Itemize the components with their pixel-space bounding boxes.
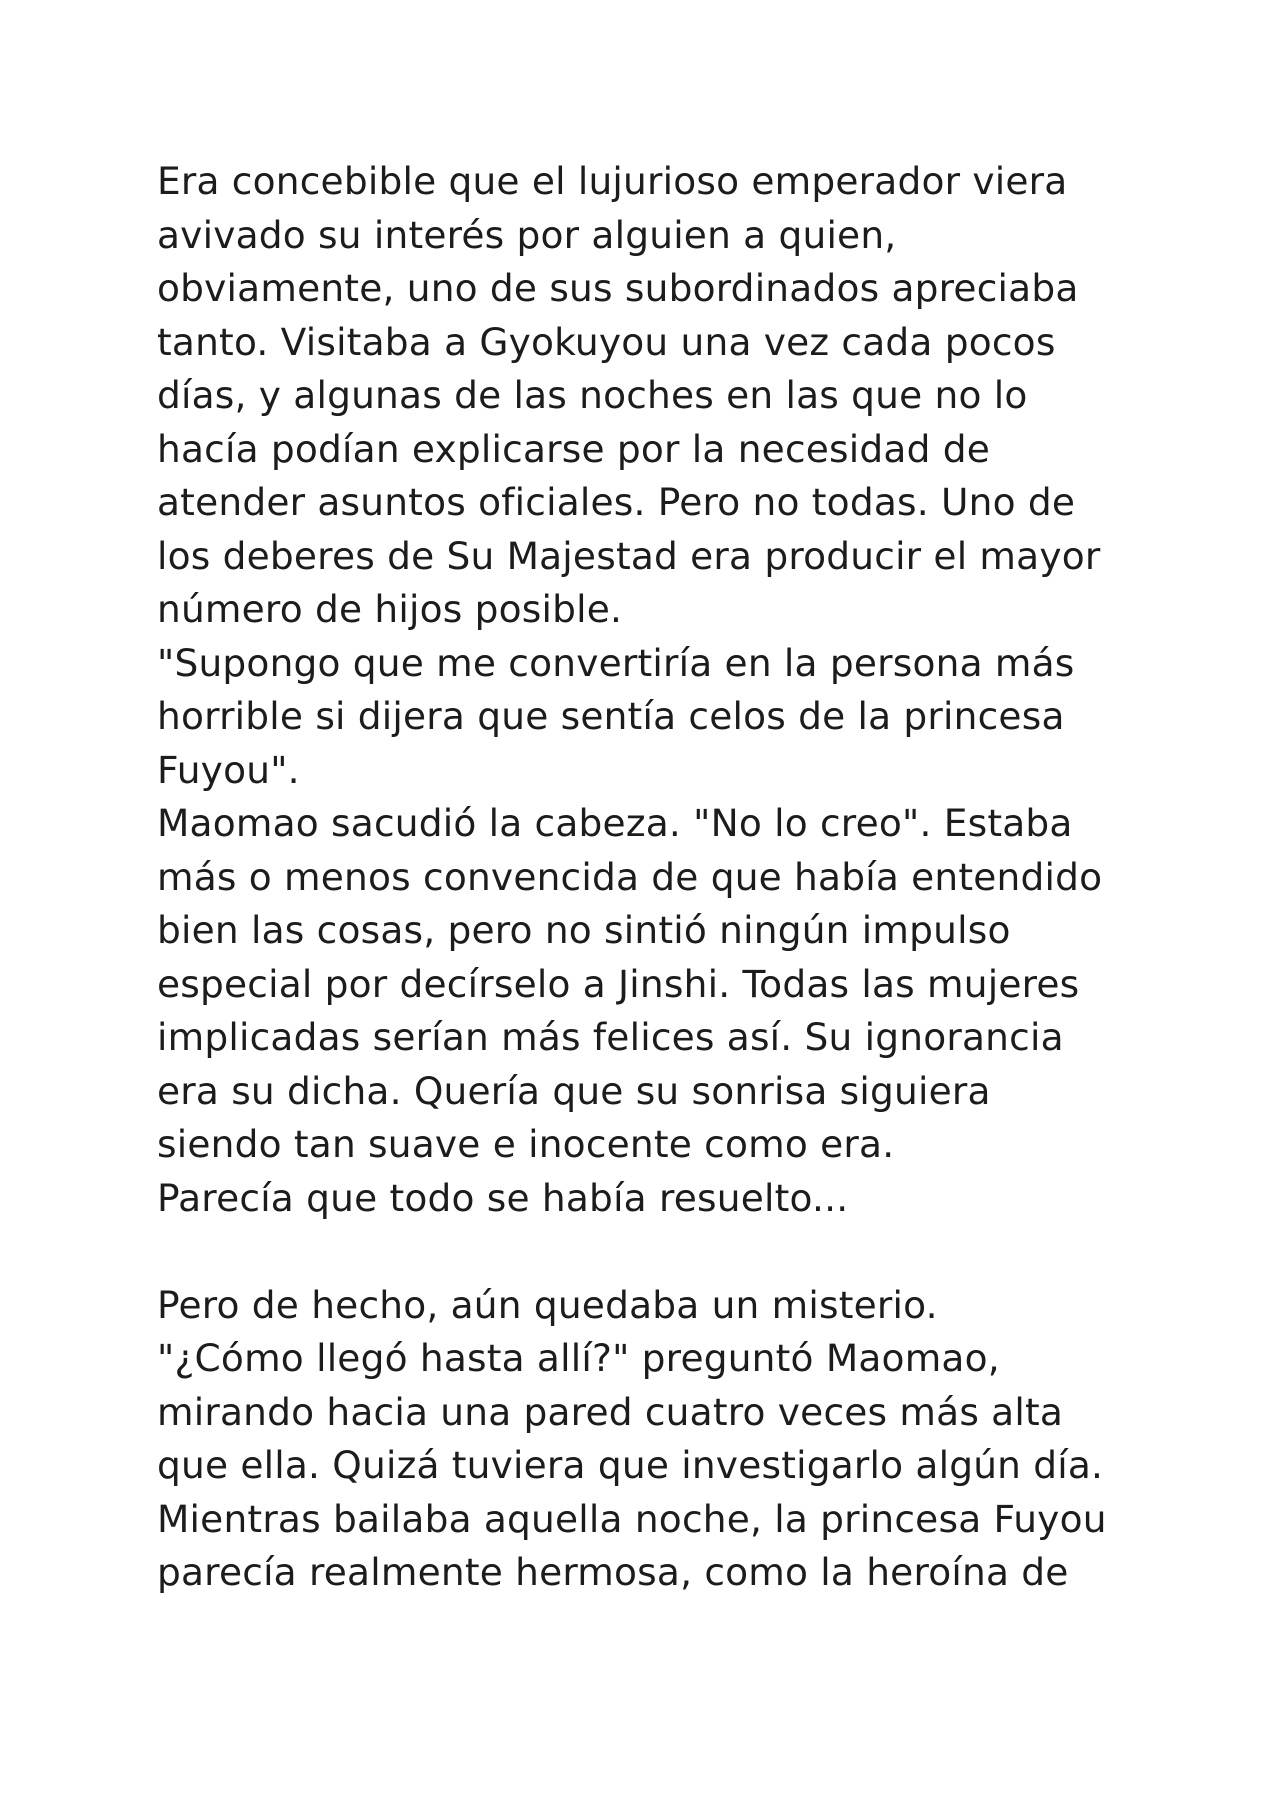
text-line: atender asuntos oficiales. Pero no todas. Uno de <box>157 480 1076 524</box>
body-text <box>157 155 1237 1600</box>
text-line: siendo tan suave e inocente como era. <box>157 1122 895 1166</box>
text-line: Pero de hecho, aún quedaba un misterio. <box>157 1282 938 1327</box>
text-line: Parecía que todo se había resuelto... <box>157 1175 849 1220</box>
blank-line <box>157 1225 1237 1279</box>
text-line: número de hijos posible. <box>157 587 623 631</box>
text-line: "Supongo que me convertiría en la persona más <box>157 640 1075 685</box>
text-line: hacía podían explicarse por la necesidad de <box>157 426 990 471</box>
text-line: implicadas serían más felices así. Su ignorancia <box>157 1015 1064 1059</box>
text-line: horrible si dijera que sentía celos de la princesa <box>157 694 1065 738</box>
text-line: los deberes de Su Majestad era producir el mayor <box>157 533 1101 578</box>
text-line: mirando hacia una pared cuatro veces más alta <box>157 1389 1064 1434</box>
text-line: más o menos convencida de que había entendido <box>157 854 1103 899</box>
text-line: avivado su interés por alguien a quien, <box>157 212 897 257</box>
text-line: Mientras bailaba aquella noche, la princesa Fuyou <box>157 1496 1107 1541</box>
text-line: que ella. Quizá tuviera que investigarlo algún día. <box>157 1443 1104 1487</box>
text-line: "¿Cómo llegó hasta allí?" preguntó Maomao, <box>157 1336 1000 1380</box>
text-line: especial por decírselo a Jinshi. Todas las mujeres <box>157 961 1080 1006</box>
text-line: era su dicha. Quería que su sonrisa siguiera <box>157 1068 991 1113</box>
text-line: Fuyou". <box>157 747 300 792</box>
text-line: parecía realmente hermosa, como la heroína de <box>157 1550 1069 1594</box>
text-line: Maomao sacudió la cabeza. "No lo creo". Estaba <box>157 801 1073 845</box>
text-line: Era concebible que el lujurioso emperador viera <box>157 159 1068 203</box>
text-line: bien las cosas, pero no sintió ningún impulso <box>157 908 1011 952</box>
text-line: obviamente, uno de sus subordinados apreciaba <box>157 266 1079 310</box>
text-line: tanto. Visitaba a Gyokuyou una vez cada pocos <box>157 319 1056 364</box>
text-line: días, y algunas de las noches en las que no lo <box>157 373 1028 417</box>
